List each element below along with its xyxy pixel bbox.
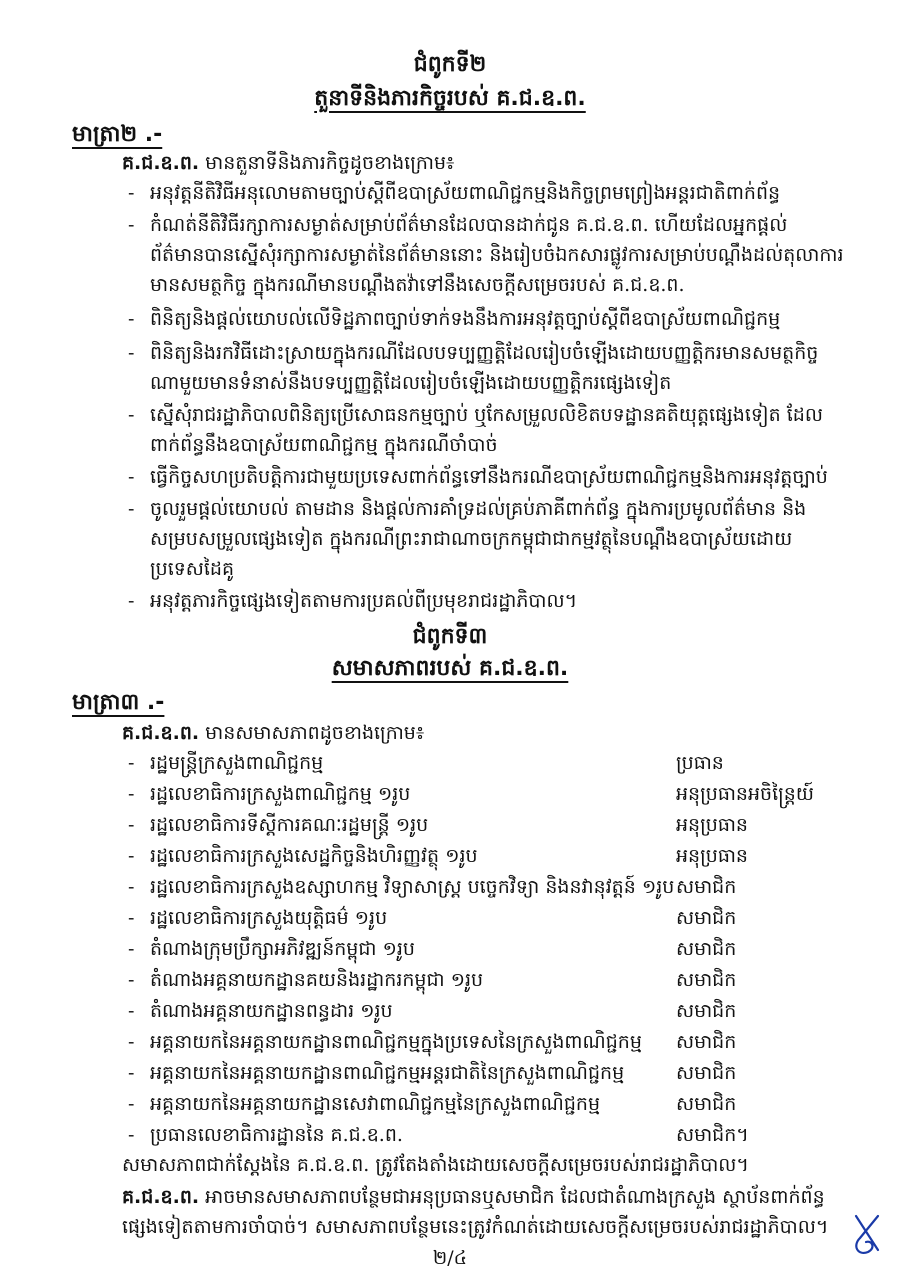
list-item: ពិនិត្យនិងផ្ដល់យោបល់លើទិដ្ឋភាពច្បាប់ទាក់ទងនឹងការអនុវត្តច្បាប់ស្ដីពីឧបាស្រ័យពាណិជ្ជកម្ម — [150, 308, 781, 330]
member-name: តំណាងក្រុមប្រឹក្សាអភិវឌ្ឍន៍កម្ពុជា ១រូប — [150, 938, 415, 960]
list-item-continuation: ព័ត៌មានបានស្នើសុំរក្សាការសម្ងាត់នៃព័ត៌មាននោះ និងរៀបចំឯកសារផ្លូវការសម្រាប់បណ្ដឹងដល់តុលាការ — [150, 244, 844, 266]
bullet-dash: - — [128, 845, 135, 867]
closing-paragraph-1: សមាសភាពជាក់ស្ដែងនៃ គ.ជ.ឧ.ព. ត្រូវតែងតាំងដោយសេចក្ដីសម្រេចរបស់រាជរដ្ឋាភិបាល។ — [122, 1154, 749, 1176]
member-name: រដ្ឋលេខាធិការទីស្ដីការគណៈរដ្ឋមន្ត្រី ១រូប — [150, 814, 429, 836]
chapter-2-title: ជំពូកទី២ — [413, 52, 487, 77]
bullet-dash: - — [128, 1000, 135, 1022]
bullet-dash: - — [128, 1124, 135, 1146]
bullet-dash: - — [128, 783, 135, 805]
list-item-continuation: ប្រទេសដៃគូ — [150, 558, 235, 580]
list-item: ធ្វើកិច្ចសហប្រតិបត្តិការជាមួយប្រទេសពាក់ព័ន្ធទៅនឹងករណីឧបាស្រ័យពាណិជ្ជកម្មនិងការអនុវត្តច្បាប់ — [150, 466, 828, 488]
list-item-continuation: សម្របសម្រួលផ្សេងទៀត ក្នុងករណីព្រះរាជាណាចក្រកម្ពុជាជាកម្មវត្ថុនៃបណ្ដឹងឧបាស្រ័យដោយ — [150, 528, 793, 550]
bullet-dash: - — [128, 404, 135, 426]
page-number: ២/៤ — [432, 1247, 468, 1269]
bullet-dash: - — [128, 938, 135, 960]
member-name: អគ្គនាយកនៃអគ្គនាយកដ្ឋានពាណិជ្ជកម្មអន្តរជាតិនៃក្រសួងពាណិជ្ជកម្ម — [150, 1062, 625, 1084]
member-role: សមាជិក — [676, 1000, 737, 1022]
member-role: សមាជិក — [676, 969, 737, 991]
list-item: ពិនិត្យនិងរកវិធីដោះស្រាយក្នុងករណីដែលបទប្បញ្ញត្តិដែលរៀបចំឡើងដោយបញ្ញត្តិករមានសមត្ថកិច្ច — [150, 342, 819, 364]
bullet-dash: - — [128, 907, 135, 929]
chapter-3-title: ជំពូកទី៣ — [412, 624, 488, 649]
member-role: អនុប្រធាន — [676, 814, 748, 836]
intro-abbreviation: គ.ជ.ឧ.ព. — [122, 152, 200, 174]
list-item: ស្នើសុំរាជរដ្ឋាភិបាលពិនិត្យប្រើសោធនកម្មច្បាប់ ឬកែសម្រួលលិខិតបទដ្ឋានគតិយុត្តផ្សេងទៀត ដែល — [150, 404, 823, 426]
bullet-dash: - — [128, 752, 135, 774]
chapter-3-subtitle: សមាសភាពរបស់ គ.ជ.ឧ.ព. — [331, 656, 569, 681]
member-name: អគ្គនាយកនៃអគ្គនាយកដ្ឋានសេវាពាណិជ្ជកម្មនៃក្រសួងពាណិជ្ជកម្ម — [150, 1093, 601, 1115]
article-3-label: មាត្រា៣ .- — [72, 690, 165, 715]
member-role: សមាជិក — [676, 876, 737, 898]
bullet-dash: - — [128, 1062, 135, 1084]
intro-text: មានសមាសភាពដូចខាងក្រោម៖ — [199, 722, 425, 744]
article-2-intro — [122, 148, 454, 178]
bullet-dash: - — [128, 1093, 135, 1115]
intro-text: មានតួនាទីនិងភារកិច្ចដូចខាងក្រោម៖ — [199, 152, 455, 174]
member-role: អនុប្រធានអចិន្ត្រៃយ៍ — [676, 783, 814, 805]
intro-abbreviation: គ.ជ.ឧ.ព. — [122, 722, 200, 744]
bullet-dash: - — [128, 498, 135, 520]
list-item-continuation: ពាក់ព័ន្ធនឹងឧបាស្រ័យពាណិជ្ជកម្ម ក្នុងករណីចាំបាច់ — [150, 434, 498, 456]
list-item: ចូលរួមផ្ដល់យោបល់ តាមដាន និងផ្ដល់ការគាំទ្រដល់គ្រប់ភាគីពាក់ព័ន្ធ ក្នុងការប្រមូលព័ត៌មាន និង — [150, 498, 807, 520]
closing-paragraph-2 — [122, 1182, 825, 1212]
article-2-label: មាត្រា២ .- — [72, 122, 163, 147]
member-name: តំណាងអគ្គនាយកដ្ឋានគយនិងរដ្ឋាករកម្ពុជា ១រូប — [150, 969, 484, 991]
bullet-dash: - — [128, 969, 135, 991]
member-role: សមាជិក — [676, 1062, 737, 1084]
closing-text: អាចមានសមាសភាពបន្ថែមជាអនុប្រធានឬសមាជិក ដែលជាតំណាងក្រសួង ស្ថាប័នពាក់ព័ន្ធ — [199, 1186, 825, 1208]
member-name: រដ្ឋមន្ត្រីក្រសួងពាណិជ្ជកម្ម — [150, 752, 324, 774]
bullet-dash: - — [128, 1031, 135, 1053]
bullet-dash: - — [128, 876, 135, 898]
member-role: ប្រធាន — [676, 752, 724, 774]
chapter-2-subtitle: តួនាទីនិងភារកិច្ចរបស់ គ.ជ.ឧ.ព. — [314, 86, 586, 111]
bullet-dash: - — [128, 590, 135, 612]
member-role: សមាជិក — [676, 938, 737, 960]
member-role: សមាជិក។ — [676, 1124, 749, 1146]
member-role: សមាជិក — [676, 1031, 737, 1053]
list-item: អនុវត្តនីតិវិធីអនុលោមតាមច្បាប់ស្ដីពីឧបាស្រ័យពាណិជ្ជកម្មនិងកិច្ចព្រមព្រៀងអន្តរជាតិពាក់ព័ន្ធ — [150, 182, 781, 204]
member-role: សមាជិក — [676, 907, 737, 929]
bullet-dash: - — [128, 814, 135, 836]
bullet-dash: - — [128, 182, 135, 204]
member-name: រដ្ឋលេខាធិការក្រសួងយុត្តិធម៌ ១រូប — [150, 907, 388, 929]
closing-abbreviation: គ.ជ.ឧ.ព. — [122, 1186, 200, 1208]
signature-mark — [848, 1208, 888, 1260]
list-item: កំណត់នីតិវិធីរក្សាការសម្ងាត់សម្រាប់ព័ត៌មានដែលបានដាក់ជូន គ.ជ.ឧ.ព. ហើយដែលអ្នកផ្ដល់ — [150, 214, 788, 236]
list-item: អនុវត្តភារកិច្ចផ្សេងទៀតតាមការប្រគល់ពីប្រមុខរាជរដ្ឋាភិបាល។ — [150, 590, 578, 612]
closing-paragraph-3: ផ្សេងទៀតតាមការចាំបាច់។ សមាសភាពបន្ថែមនេះត្រូវកំណត់ដោយសេចក្ដីសម្រេចរបស់រាជរដ្ឋាភិបាល។ — [122, 1216, 829, 1238]
member-name: ប្រធានលេខាធិការដ្ឋាននៃ គ.ជ.ឧ.ព. — [150, 1124, 403, 1146]
member-role: អនុប្រធាន — [676, 845, 748, 867]
list-item-continuation: ណាមួយមានទំនាស់នឹងបទប្បញ្ញត្តិដែលរៀបចំឡើងដោយបញ្ញត្តិករផ្សេងទៀត — [150, 372, 672, 394]
member-name: រដ្ឋលេខាធិការក្រសួងពាណិជ្ជកម្ម ១រូប — [150, 783, 411, 805]
list-item-continuation: មានសមត្ថកិច្ច ក្នុងករណីមានបណ្ដឹងតវ៉ាទៅនឹងសេចក្ដីសម្រេចរបស់ គ.ជ.ឧ.ព. — [150, 274, 685, 296]
bullet-dash: - — [128, 308, 135, 330]
bullet-dash: - — [128, 342, 135, 364]
member-role: សមាជិក — [676, 1093, 737, 1115]
bullet-dash: - — [128, 214, 135, 236]
article-3-intro — [122, 718, 424, 748]
member-name: តំណាងអគ្គនាយកដ្ឋានពន្ធដារ ១រូប — [150, 1000, 393, 1022]
member-name: អគ្គនាយកនៃអគ្គនាយកដ្ឋានពាណិជ្ជកម្មក្នុងប្រទេសនៃក្រសួងពាណិជ្ជកម្ម — [150, 1031, 642, 1053]
bullet-dash: - — [128, 466, 135, 488]
member-name: រដ្ឋលេខាធិការក្រសួងឧស្សាហកម្ម វិទ្យាសាស្ត្រ បច្ចេកវិទ្យា និងនវានុវត្តន៍ ១រូប — [150, 876, 675, 898]
member-name: រដ្ឋលេខាធិការក្រសួងសេដ្ឋកិច្ចនិងហិរញ្ញវត្ថុ ១រូប — [150, 845, 478, 867]
